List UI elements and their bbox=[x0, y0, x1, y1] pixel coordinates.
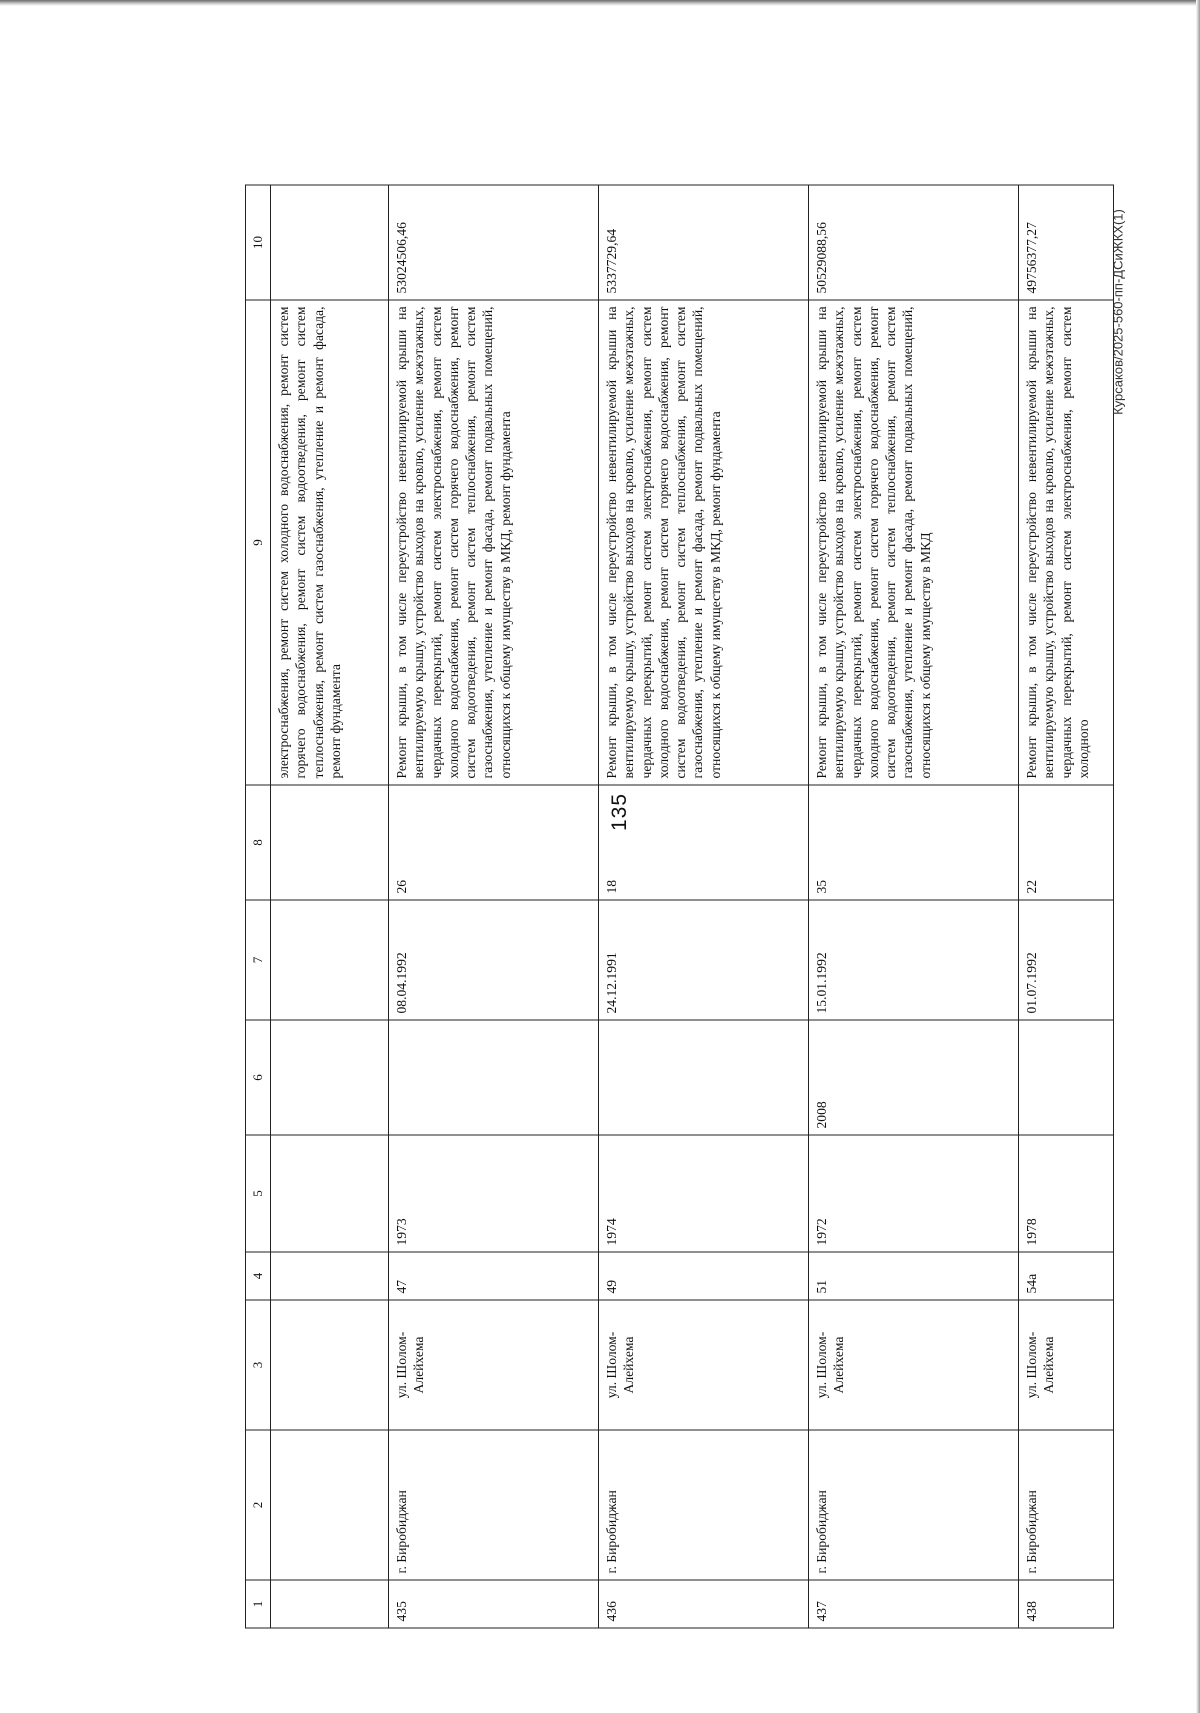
row-number-cell: 436 bbox=[599, 1580, 809, 1628]
build-year-cell: 1974 bbox=[599, 1135, 809, 1252]
house-number-cell: 51 bbox=[809, 1252, 1019, 1300]
house-number-cell: 54а bbox=[1019, 1252, 1114, 1300]
works-cell: Ремонт крыши, в том числе переустройство невентилируемой крыши на вентилируемую крышу, устройство выходов на кровлю, усиление межэтажных, чердачных перекрытий, ремонт систем электроснабжения, ремонт систем холодного bbox=[1019, 300, 1114, 785]
sum-cell: 49756377,27 bbox=[1019, 185, 1114, 300]
build-year-cell: 1972 bbox=[809, 1135, 1019, 1252]
works-cell: Ремонт крыши, в том числе переустройство невентилируемой крыши на вентилируемую крышу, устройство выходов на кровлю, усиление межэтажных, чердачных перекрытий, ремонт систем электроснабжения, ремонт систем холодного водоснабжения, ремонт систем горячего водоснабжения, ремонт систем водоотведения, ремонт систем теплоснабжения, ремонт систем газоснабжения, утепление и ремонт фасада, ремонт подвальных помещений, относящихся к общему имуществу в МКД, ремонт фундамента bbox=[599, 300, 809, 785]
street-cell: ул. Шолом-Алейхема bbox=[809, 1300, 1019, 1430]
table-row bbox=[1019, 185, 1114, 1628]
city-cell: г. Биробиджан bbox=[1019, 1430, 1114, 1580]
header-cell-5: 5 bbox=[246, 1135, 271, 1252]
works-cell: Ремонт крыши, в том числе переустройство невентилируемой крыши на вентилируемую крышу, устройство выходов на кровлю, усиление межэтажных, чердачных перекрытий, ремонт систем электроснабжения, ремонт систем холодного водоснабжения, ремонт систем горячего водоснабжения, ремонт систем водоотведения, ремонт систем теплоснабжения, ремонт систем газоснабжения, утепление и ремонт фасада, ремонт подвальных помещений, относящихся к общему имуществу в МКД, ремонт фундамента bbox=[389, 300, 599, 785]
header-cell-1: 1 bbox=[246, 1580, 271, 1628]
column-8-cell: 22 bbox=[1019, 785, 1114, 900]
empty-cell bbox=[271, 1135, 389, 1252]
continuation-row bbox=[271, 185, 389, 1628]
row-number-cell: 435 bbox=[389, 1580, 599, 1628]
column-6-cell bbox=[599, 1020, 809, 1135]
header-cell-7: 7 bbox=[246, 900, 271, 1020]
row-number-cell: 437 bbox=[809, 1580, 1019, 1628]
column-6-cell: 2008 bbox=[809, 1020, 1019, 1135]
page-number: 135 bbox=[608, 792, 631, 832]
empty-cell bbox=[271, 1430, 389, 1580]
header-cell-2: 2 bbox=[246, 1430, 271, 1580]
date-cell: 01.07.1992 bbox=[1019, 900, 1114, 1020]
column-6-cell bbox=[389, 1020, 599, 1135]
column-8-cell: 35 bbox=[809, 785, 1019, 900]
house-number-cell: 49 bbox=[599, 1252, 809, 1300]
header-cell-6: 6 bbox=[246, 1020, 271, 1135]
scan-edge-top bbox=[0, 0, 1200, 6]
table-row bbox=[599, 185, 809, 1628]
build-year-cell: 1978 bbox=[1019, 1135, 1114, 1252]
header-cell-3: 3 bbox=[246, 1300, 271, 1430]
table-row bbox=[389, 185, 599, 1628]
date-cell: 24.12.1991 bbox=[599, 900, 809, 1020]
header-cell-9: 9 bbox=[246, 300, 271, 785]
registry-table-container bbox=[245, 186, 1113, 1629]
empty-cell bbox=[271, 1300, 389, 1430]
header-cell-10: 10 bbox=[246, 185, 271, 300]
empty-cell bbox=[271, 785, 389, 900]
street-cell: ул. Шолом-Алейхема bbox=[1019, 1300, 1114, 1430]
empty-cell bbox=[271, 900, 389, 1020]
header-cell-8: 8 bbox=[246, 785, 271, 900]
header-row bbox=[246, 185, 271, 1628]
city-cell: г. Биробиджан bbox=[599, 1430, 809, 1580]
column-8-cell: 26 bbox=[389, 785, 599, 900]
sum-cell: 53024506,46 bbox=[389, 185, 599, 300]
empty-cell bbox=[271, 1020, 389, 1135]
build-year-cell: 1973 bbox=[389, 1135, 599, 1252]
column-8-cell: 18 bbox=[599, 785, 809, 900]
works-cell: Ремонт крыши, в том числе переустройство невентилируемой крыши на вентилируемую крышу, устройство выходов на кровлю, усиление межэтажных, чердачных перекрытий, ремонт систем электроснабжения, ремонт систем холодного водоснабжения, ремонт систем горячего водоснабжения, ремонт систем водоотведения, ремонт систем теплоснабжения, ремонт систем газоснабжения, утепление и ремонт фасада, ремонт подвальных помещений, относящихся к общему имуществу в МКД bbox=[809, 300, 1019, 785]
document-reference-note: Курсаков/2025-560-пп-ДСиЖКХ(1) bbox=[1110, 209, 1126, 415]
street-cell: ул. Шолом-Алейхема bbox=[389, 1300, 599, 1430]
empty-cell bbox=[271, 1580, 389, 1628]
header-cell-4: 4 bbox=[246, 1252, 271, 1300]
sum-cell: 5337729,64 bbox=[599, 185, 809, 300]
table-row bbox=[809, 185, 1019, 1628]
date-cell: 08.04.1992 bbox=[389, 900, 599, 1020]
empty-cell bbox=[271, 1252, 389, 1300]
street-cell: ул. Шолом-Алейхема bbox=[599, 1300, 809, 1430]
city-cell: г. Биробиджан bbox=[389, 1430, 599, 1580]
sum-cell: 50529088,56 bbox=[809, 185, 1019, 300]
empty-cell bbox=[271, 185, 389, 300]
registry-table bbox=[245, 185, 1114, 1629]
date-cell: 15.01.1992 bbox=[809, 900, 1019, 1020]
continuation-works-cell: электроснабжения, ремонт систем холодного водоснабжения, ремонт систем горячего водоснабжения, ремонт систем водоотведения, ремонт систем теплоснабжения, ремонт систем газоснабжения, утепление и ремонт фасада, ремонт фундамента bbox=[271, 300, 389, 785]
house-number-cell: 47 bbox=[389, 1252, 599, 1300]
scan-edge-right bbox=[1196, 0, 1200, 1713]
column-6-cell bbox=[1019, 1020, 1114, 1135]
city-cell: г. Биробиджан bbox=[809, 1430, 1019, 1580]
row-number-cell: 438 bbox=[1019, 1580, 1114, 1628]
